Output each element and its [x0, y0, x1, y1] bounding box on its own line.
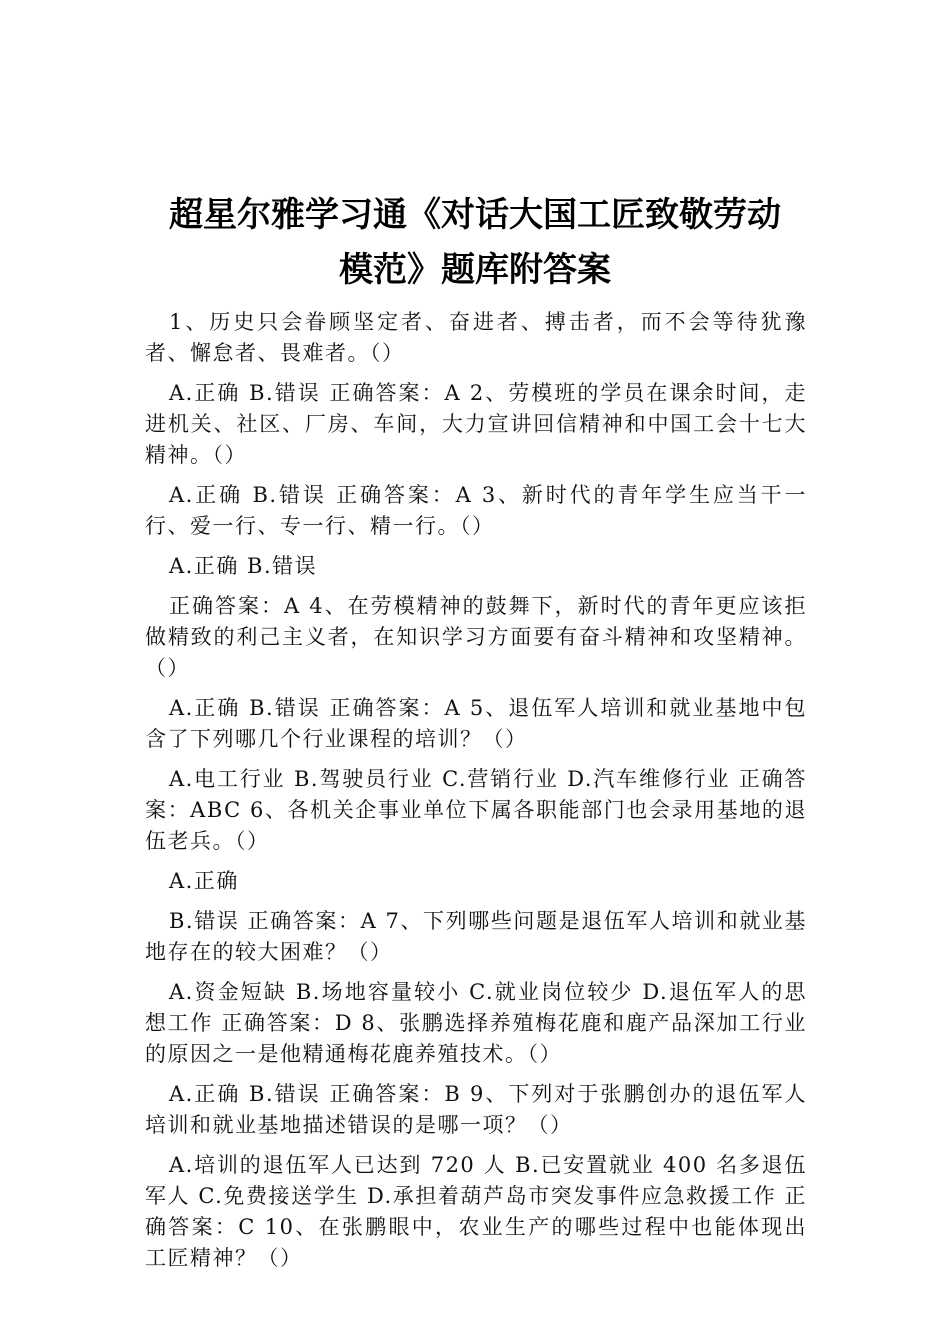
- document-title: [140, 188, 810, 298]
- paragraph-8: A.正确: [169, 869, 239, 893]
- paragraph-1: 1、历史只会眷顾坚定者、奋进者、搏击者，而不会等待犹豫者、懈怠者、畏难者。（）: [145, 310, 807, 365]
- document-body: [145, 307, 807, 1283]
- paragraph-5: 正确答案：A 4、在劳模精神的鼓舞下，新时代的青年更应该拒做精致的利己主义者，在知识学习方面要有奋斗精神和攻坚精神。（）: [145, 594, 807, 680]
- paragraph-4: A.正确 B.错误: [169, 554, 318, 578]
- paragraph-12: A.培训的退伍军人已达到 720 人 B.已安置就业 400 名多退伍军人 C.免费接送学生 D.承担着葫芦岛市突发事件应急救援工作 正确答案：C 10、在张鹏眼中，农业生产的哪些过程中也能体现出工匠精神？（）: [145, 1153, 807, 1270]
- title-line-1: 超星尔雅学习通《对话大国工匠致敬劳动: [169, 195, 781, 235]
- paragraph-7: A.电工行业 B.驾驶员行业 C.营销行业 D.汽车维修行业 正确答案：ABC 6、各机关企事业单位下属各职能部门也会录用基地的退伍老兵。（）: [145, 767, 807, 853]
- paragraph-9: B.错误 正确答案：A 7、下列哪些问题是退伍军人培训和就业基地存在的较大困难？（）: [145, 909, 807, 964]
- paragraph-10: A.资金短缺 B.场地容量较小 C.就业岗位较少 D.退伍军人的思想工作 正确答案：D 8、张鹏选择养殖梅花鹿和鹿产品深加工行业的原因之一是他精通梅花鹿养殖技术。（）: [145, 980, 807, 1066]
- paragraph-11: A.正确 B.错误 正确答案：B 9、下列对于张鹏创办的退伍军人培训和就业基地描述错误的是哪一项？（）: [145, 1082, 807, 1137]
- title-line-2: 模范》题库附答案: [339, 250, 611, 290]
- paragraph-3: A.正确 B.错误 正确答案：A 3、新时代的青年学生应当干一行、爱一行、专一行、精一行。（）: [145, 483, 807, 538]
- paragraph-2: A.正确 B.错误 正确答案：A 2、劳模班的学员在课余时间，走进机关、社区、厂房、车间，大力宣讲回信精神和中国工会十七大精神。（）: [145, 381, 807, 467]
- paragraph-6: A.正确 B.错误 正确答案：A 5、退伍军人培训和就业基地中包含了下列哪几个行业课程的培训？（）: [145, 696, 807, 751]
